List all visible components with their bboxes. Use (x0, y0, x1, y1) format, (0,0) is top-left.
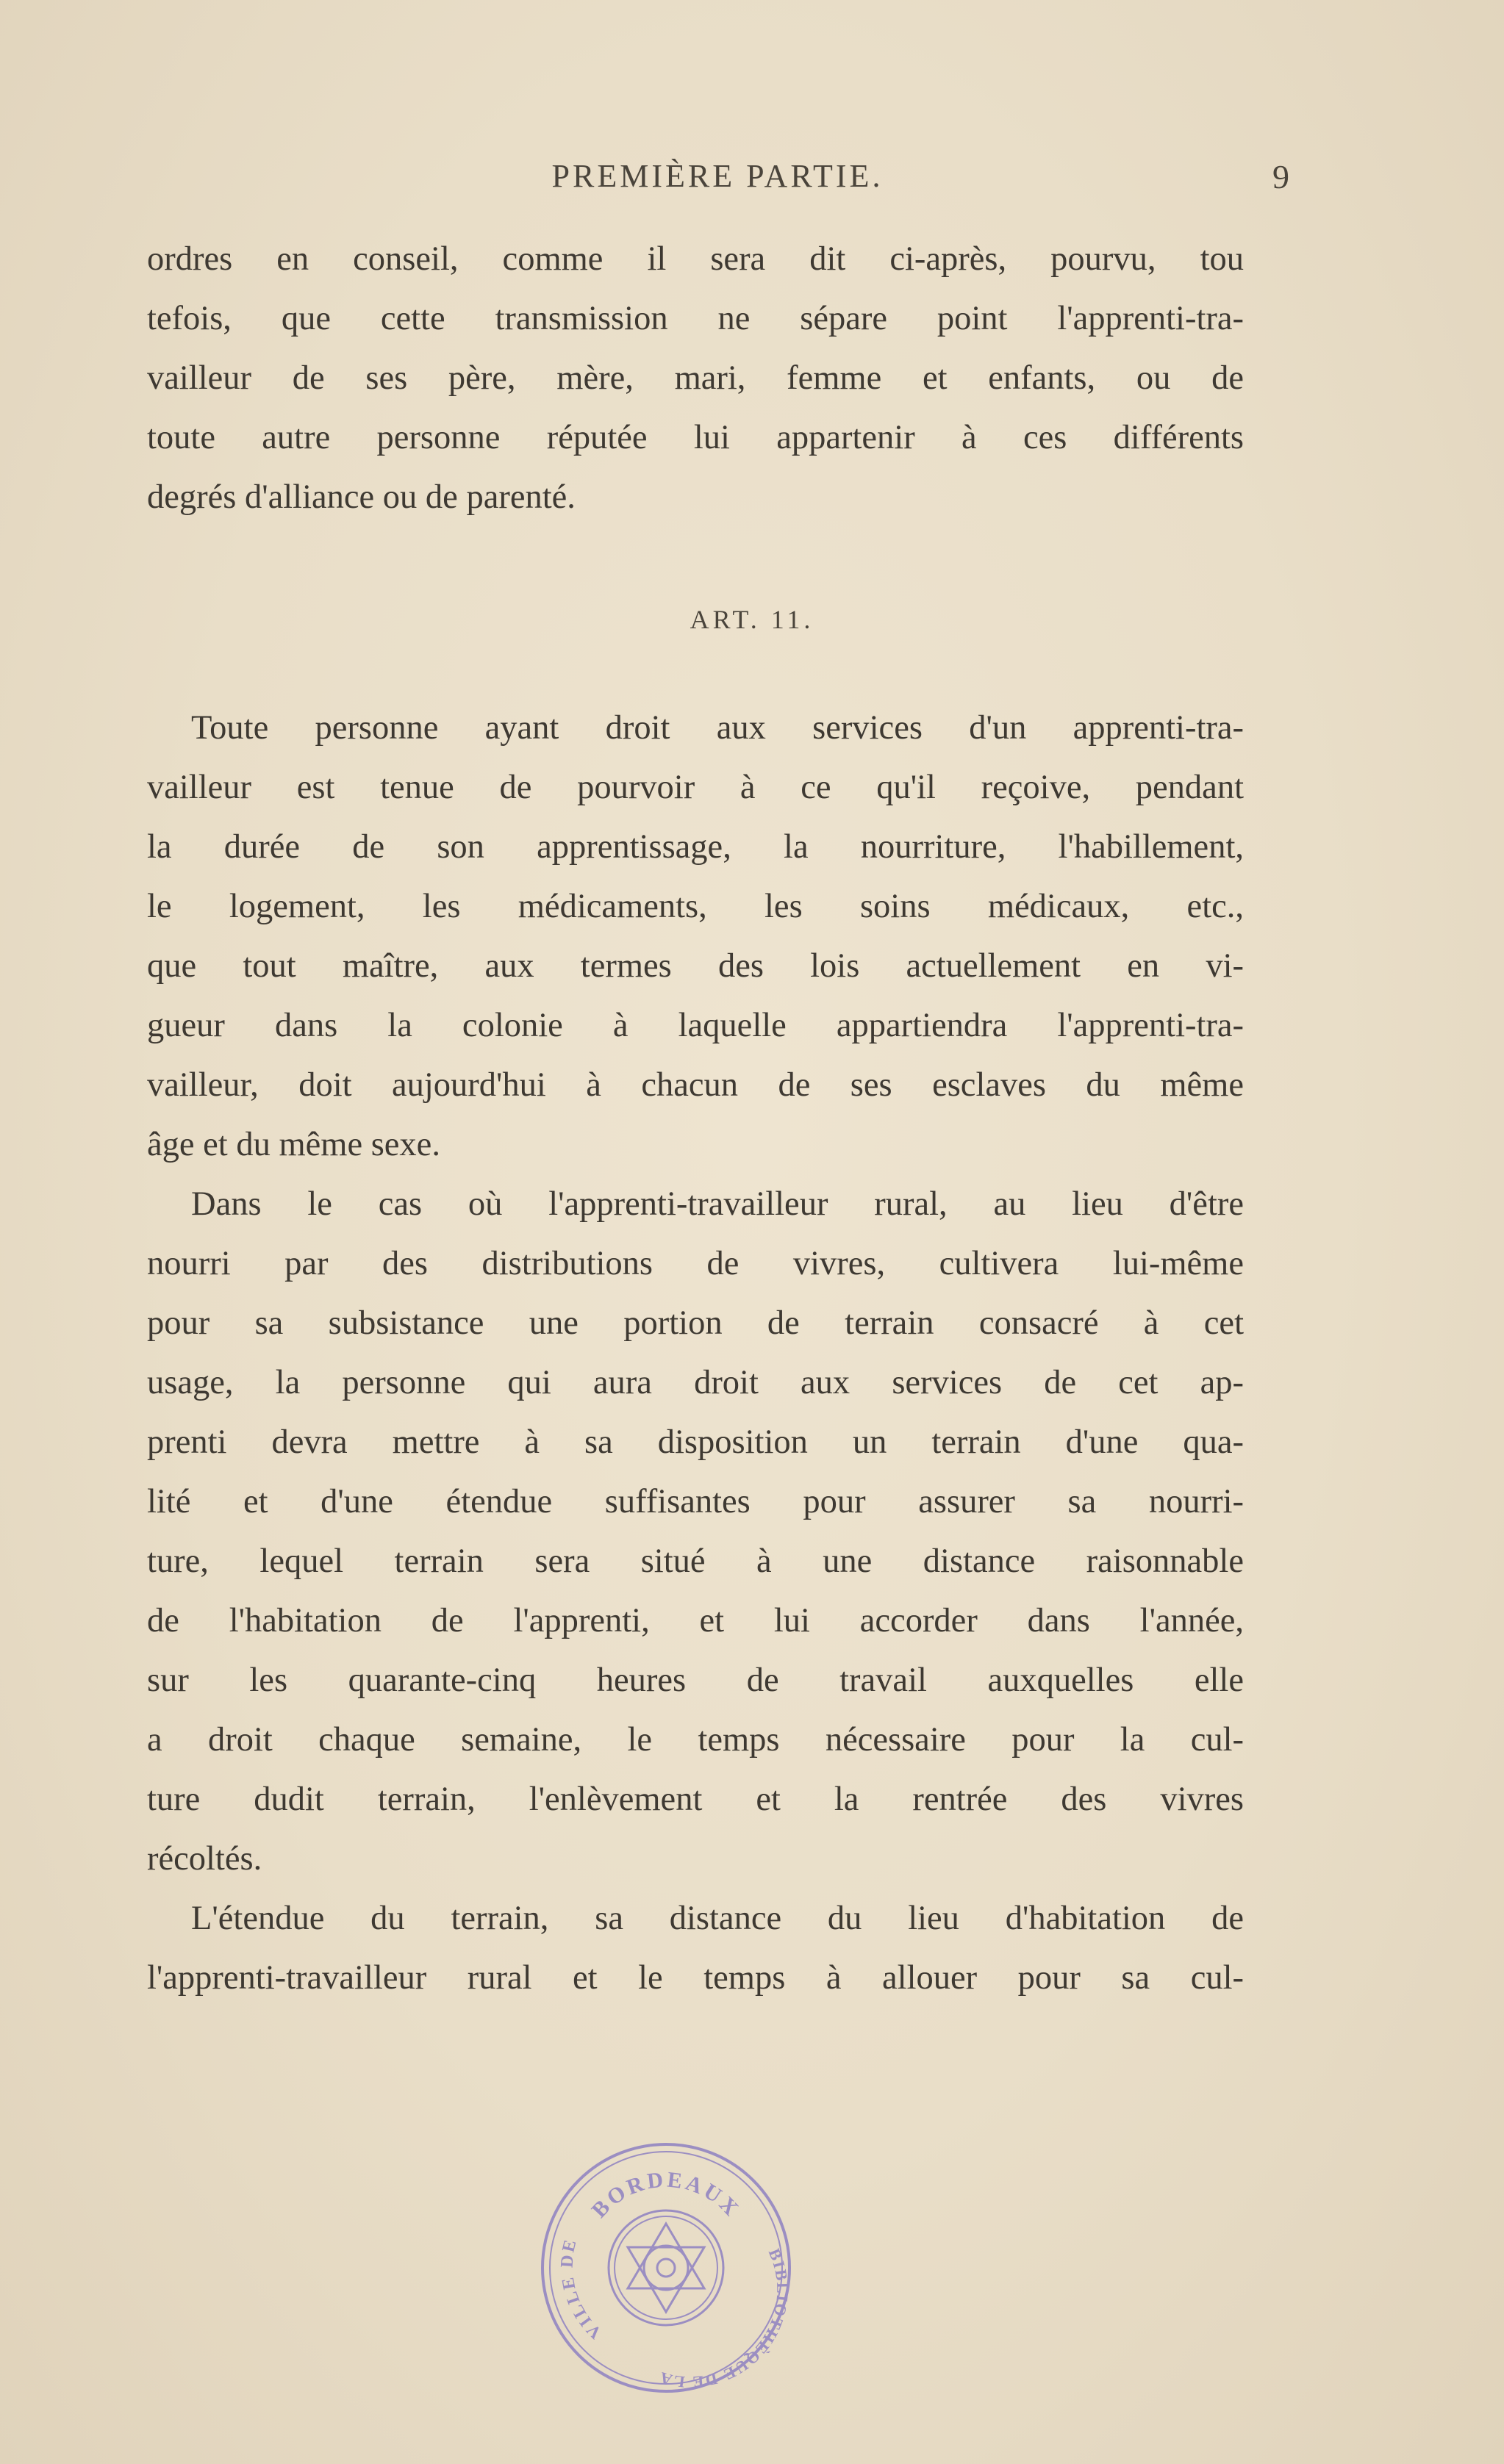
text-line: âge et du même sexe. (147, 1126, 440, 1163)
text-line: de l'habitation de l'apprenti, et lui accorder dans l'année, (147, 1602, 1244, 1639)
text-line: Toute personne ayant droit aux services d'un apprenti-tra- (191, 709, 1244, 747)
stamp-text-bottom: BIBLIOTHÈQUE DE LA (656, 2246, 792, 2392)
page-number: 9 (1272, 158, 1289, 195)
text-line: L'étendue du terrain, sa distance du lieu d'habitation de (191, 1900, 1244, 1937)
running-title: PREMIÈRE PARTIE. (551, 158, 884, 194)
text-line: toute autre personne réputée lui appartenir à ces différents (147, 419, 1244, 456)
paragraph-continuation (147, 229, 1244, 527)
text-line: vailleur de ses père, mère, mari, femme et enfants, ou de (147, 359, 1244, 397)
text-line: tefois, que cette transmission ne sépare point l'apprenti-tra- (147, 300, 1244, 337)
text-line: a droit chaque semaine, le temps nécessaire pour la cul- (147, 1721, 1244, 1759)
text-line: Dans le cas où l'apprenti-travailleur rural, au lieu d'être (191, 1185, 1244, 1223)
text-line: que tout maître, aux termes des lois actuellement en vi- (147, 947, 1244, 985)
text-line: la durée de son apprentissage, la nourriture, l'habillement, (147, 828, 1244, 866)
text-line: pour sa subsistance une portion de terrain consacré à cet (147, 1304, 1244, 1342)
running-head (146, 157, 1289, 204)
stamp-text-left: VILLE DE (557, 2235, 606, 2343)
article-body (147, 698, 1244, 2008)
text-line: sur les quarante-cinq heures de travail auxquelles elle (147, 1662, 1244, 1699)
text-line: ture dudit terrain, l'enlèvement et la rentrée des vivres (147, 1781, 1244, 1818)
text-line: prenti devra mettre à sa disposition un terrain d'une qua- (147, 1423, 1244, 1461)
library-stamp-icon (535, 2137, 797, 2399)
article-heading: ART. 11. (690, 605, 814, 634)
text-line: usage, la personne qui aura droit aux services de cet ap- (147, 1364, 1244, 1401)
library-stamp (535, 2137, 797, 2399)
stamp-text-top: BORDEAUX (587, 2167, 745, 2223)
text-line: nourri par des distributions de vivres, cultivera lui-même (147, 1245, 1244, 1282)
text-line: lité et d'une étendue suffisantes pour assurer sa nourri- (147, 1483, 1244, 1520)
text-line: ordres en conseil, comme il sera dit ci-après, pourvu, tou (147, 240, 1244, 278)
text-line: le logement, les médicaments, les soins médicaux, etc., (147, 888, 1244, 925)
text-line: gueur dans la colonie à laquelle appartiendra l'apprenti-tra- (147, 1007, 1244, 1044)
text-line: degrés d'alliance ou de parenté. (147, 478, 576, 516)
text-line: récoltés. (147, 1840, 262, 1878)
text-line: vailleur est tenue de pourvoir à ce qu'il reçoive, pendant (147, 769, 1244, 806)
text-line: vailleur, doit aujourd'hui à chacun de ses esclaves du même (147, 1066, 1244, 1104)
text-line: ture, lequel terrain sera situé à une distance raisonnable (147, 1542, 1244, 1580)
text-line: l'apprenti-travailleur rural et le temps à allouer pour sa cul- (147, 1959, 1244, 1997)
